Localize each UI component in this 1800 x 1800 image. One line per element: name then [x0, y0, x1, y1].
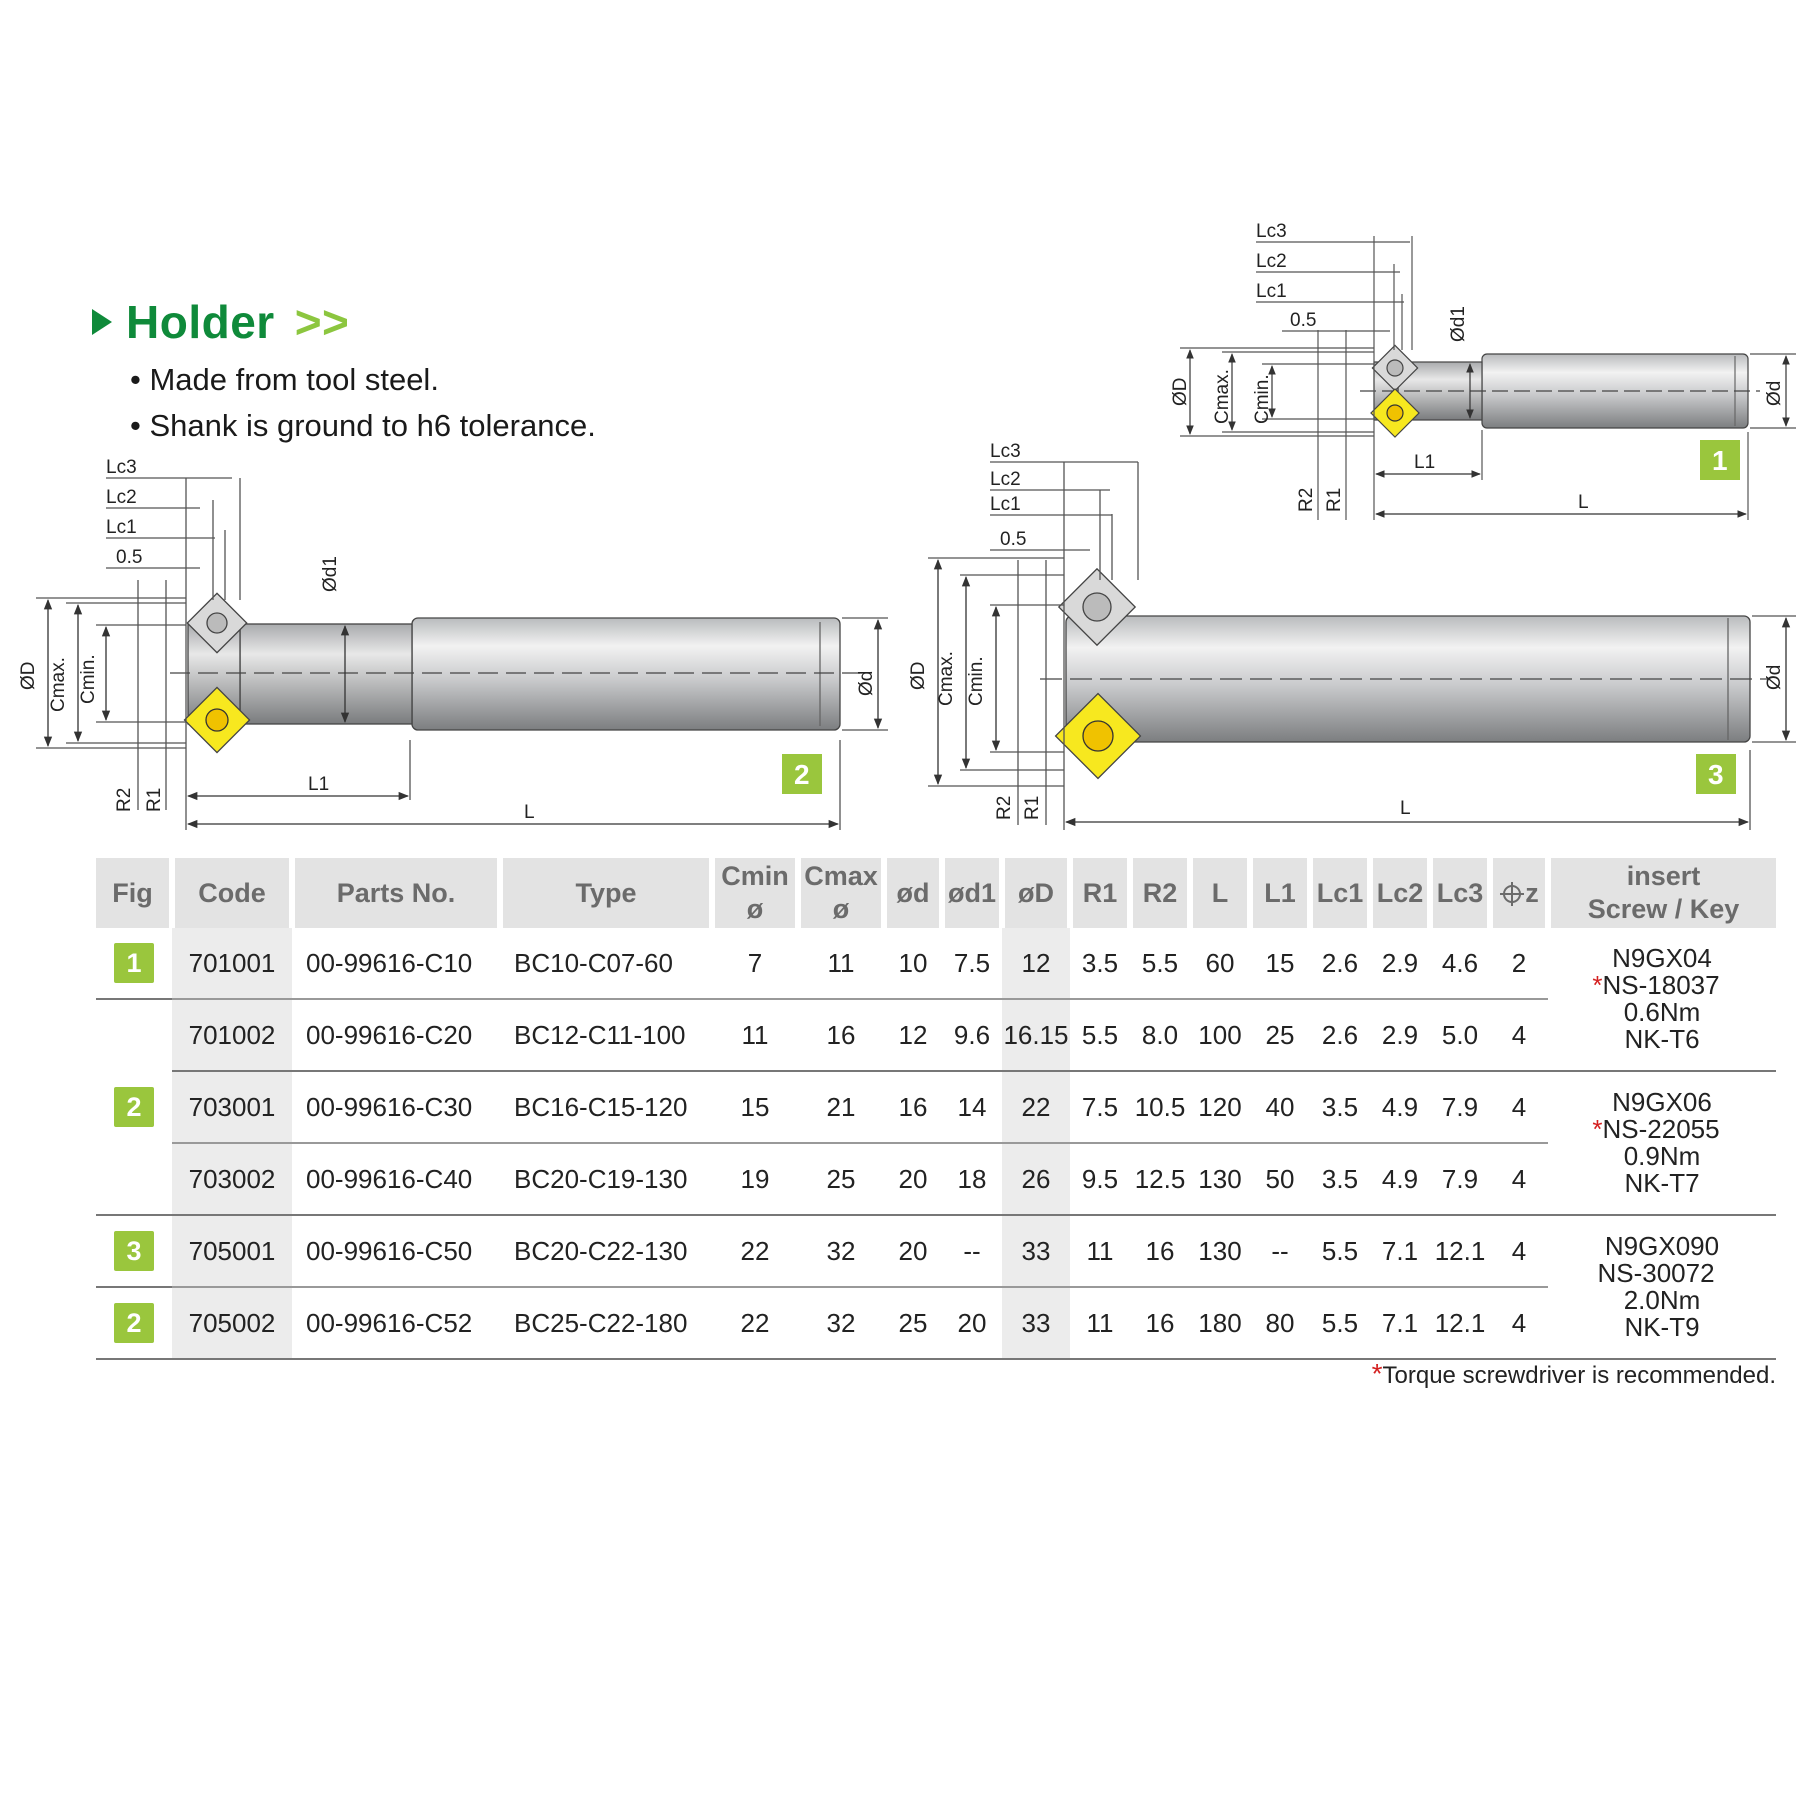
cell-code: 701002	[172, 999, 292, 1071]
fig-badge: 3	[114, 1231, 154, 1271]
table-row	[96, 1287, 1776, 1359]
label-l: L	[524, 802, 535, 823]
cell-l1: --	[1250, 1215, 1310, 1287]
cell-lc1: 3.5	[1310, 1071, 1370, 1143]
cell-r2: 16	[1130, 1287, 1190, 1359]
cell-cmin: 22	[712, 1287, 798, 1359]
col-oD: øD	[1002, 858, 1070, 928]
cell-r1: 7.5	[1070, 1071, 1130, 1143]
cell-od1: 14	[942, 1071, 1002, 1143]
cell-type: BC20-C19-130	[500, 1143, 712, 1215]
cell-od: 16	[884, 1071, 942, 1143]
cell-insert-group	[1548, 1215, 1776, 1359]
insert-code: N9GX090	[1604, 1231, 1720, 1261]
torque-value: 0.6Nm	[1623, 997, 1701, 1027]
label-od1: Ød1	[1448, 306, 1469, 342]
cell-code: 705001	[172, 1215, 292, 1287]
cell-oD: 33	[1002, 1215, 1070, 1287]
label-cmax: Cmax.	[936, 651, 957, 706]
cell-r1: 11	[1070, 1215, 1130, 1287]
label-od: Ød	[1764, 380, 1785, 406]
label-cmin: Cmin.	[78, 654, 99, 704]
label-r1: R1	[144, 787, 165, 812]
label-l1: L1	[308, 774, 330, 795]
cell-od: 20	[884, 1143, 942, 1215]
screw-line	[1536, 1116, 1776, 1143]
cell-code: 703002	[172, 1143, 292, 1215]
screw-code: NS-22055	[1602, 1114, 1720, 1144]
col-cmax: Cmax ø	[798, 858, 884, 928]
fig-badge: 2	[114, 1303, 154, 1343]
label-cmin: Cmin.	[966, 656, 987, 706]
cell-lc2: 7.1	[1370, 1215, 1430, 1287]
cell-lc2: 2.9	[1370, 928, 1430, 999]
cell-lc2: 4.9	[1370, 1143, 1430, 1215]
col-z: z	[1490, 858, 1548, 928]
fig2-badge-label: 2	[794, 759, 810, 790]
label-cmin: Cmin.	[1252, 374, 1273, 424]
col-l1: L1	[1250, 858, 1310, 928]
cell-cmax: 32	[798, 1215, 884, 1287]
cell-lc3: 5.0	[1430, 999, 1490, 1071]
cell-r2: 12.5	[1130, 1143, 1190, 1215]
label-lc1: Lc1	[106, 517, 137, 538]
cell-lc2: 4.9	[1370, 1071, 1430, 1143]
torque-value: 0.9Nm	[1623, 1141, 1701, 1171]
cell-r2: 5.5	[1130, 928, 1190, 999]
cell-oD: 33	[1002, 1287, 1070, 1359]
label-r2: R2	[114, 787, 135, 812]
table-row	[96, 1143, 1776, 1215]
cell-code: 703001	[172, 1071, 292, 1143]
col-type: Type	[500, 858, 712, 928]
fig1-badge-label: 1	[1712, 445, 1728, 476]
label-half: 0.5	[116, 547, 143, 568]
screw-code: NS-30072	[1597, 1258, 1715, 1288]
feature-item: • Shank is ground to h6 tolerance.	[130, 403, 596, 449]
cell-lc1: 2.6	[1310, 928, 1370, 999]
label-lc2: Lc2	[1256, 251, 1287, 272]
technical-drawings	[0, 0, 1800, 850]
cell-lc1: 2.6	[1310, 999, 1370, 1071]
cell-oD: 26	[1002, 1143, 1070, 1215]
screw-line	[1536, 972, 1776, 999]
cell-z: 4	[1490, 1215, 1548, 1287]
cell-od1: 20	[942, 1287, 1002, 1359]
fig-badge: 2	[114, 1087, 154, 1127]
label-od: Ød	[1764, 664, 1785, 690]
torque-star: *	[1592, 970, 1603, 1000]
cell-l: 130	[1190, 1143, 1250, 1215]
cell-od1: 7.5	[942, 928, 1002, 999]
cell-lc3: 7.9	[1430, 1143, 1490, 1215]
cell-cmax: 25	[798, 1143, 884, 1215]
label-cmax: Cmax.	[1212, 369, 1233, 424]
cell-od1: 18	[942, 1143, 1002, 1215]
col-r1: R1	[1070, 858, 1130, 928]
label-od: Ød	[856, 670, 877, 696]
cell-lc1: 5.5	[1310, 1287, 1370, 1359]
cell-l: 60	[1190, 928, 1250, 999]
cell-od: 10	[884, 928, 942, 999]
cell-lc3: 7.9	[1430, 1071, 1490, 1143]
table-row	[96, 928, 1776, 999]
col-lc1: Lc1	[1310, 858, 1370, 928]
cell-lc3: 12.1	[1430, 1215, 1490, 1287]
label-lc1: Lc1	[1256, 281, 1287, 302]
cell-oD: 12	[1002, 928, 1070, 999]
cell-cmin: 22	[712, 1215, 798, 1287]
cell-cmax: 32	[798, 1287, 884, 1359]
table-row	[96, 999, 1776, 1071]
cell-l: 120	[1190, 1071, 1250, 1143]
drawing-fig3	[928, 462, 1796, 830]
label-l1: L1	[1414, 452, 1436, 473]
cell-lc1: 5.5	[1310, 1215, 1370, 1287]
cell-l1: 40	[1250, 1071, 1310, 1143]
cell-lc2: 7.1	[1370, 1287, 1430, 1359]
footnote: *Torque screwdriver is recommended.	[1371, 1358, 1776, 1389]
cell-z: 4	[1490, 999, 1548, 1071]
fig-badge: 1	[114, 943, 154, 983]
table-header-row	[96, 858, 1776, 928]
cell-parts: 00-99616-C20	[292, 999, 500, 1071]
cell-l: 180	[1190, 1287, 1250, 1359]
label-half: 0.5	[1290, 310, 1317, 331]
cell-cmin: 7	[712, 928, 798, 999]
title-text: Holder	[126, 296, 275, 348]
cell-parts: 00-99616-C40	[292, 1143, 500, 1215]
cell-cmin: 11	[712, 999, 798, 1071]
torque-star: *	[1592, 1114, 1603, 1144]
cell-type: BC12-C11-100	[500, 999, 712, 1071]
cell-od: 20	[884, 1215, 942, 1287]
cell-insert-group	[1548, 1071, 1776, 1215]
cell-oD: 16.15	[1002, 999, 1070, 1071]
col-od1: ød1	[942, 858, 1002, 928]
label-lc3: Lc3	[1256, 221, 1287, 242]
cell-r1: 11	[1070, 1287, 1130, 1359]
cell-fig	[96, 1215, 172, 1287]
cell-type: BC16-C15-120	[500, 1071, 712, 1143]
cell-type: BC10-C07-60	[500, 928, 712, 999]
key-code: NK-T6	[1624, 1024, 1700, 1054]
cell-lc3: 12.1	[1430, 1287, 1490, 1359]
cell-z: 4	[1490, 1071, 1548, 1143]
cell-oD: 22	[1002, 1071, 1070, 1143]
cell-r1: 9.5	[1070, 1143, 1130, 1215]
cell-l: 130	[1190, 1215, 1250, 1287]
label-l: L	[1400, 798, 1411, 819]
cell-z: 4	[1490, 1143, 1548, 1215]
label-r1: R1	[1324, 487, 1345, 512]
cell-z: 4	[1490, 1287, 1548, 1359]
cell-r1: 5.5	[1070, 999, 1130, 1071]
fig3-badge-label: 3	[1708, 759, 1724, 790]
cell-r2: 8.0	[1130, 999, 1190, 1071]
cell-z: 2	[1490, 928, 1548, 999]
screw-line	[1536, 1260, 1776, 1287]
col-od: ød	[884, 858, 942, 928]
table-row	[96, 1215, 1776, 1287]
key-code: NK-T7	[1624, 1168, 1700, 1198]
cell-l: 100	[1190, 999, 1250, 1071]
col-code: Code	[172, 858, 292, 928]
cell-od1: 9.6	[942, 999, 1002, 1071]
cell-fig	[96, 1287, 172, 1359]
col-lc2: Lc2	[1370, 858, 1430, 928]
screw-code: NS-18037	[1602, 970, 1720, 1000]
cell-fig	[96, 928, 172, 999]
label-lc3: Lc3	[990, 441, 1021, 462]
drawing-fig2	[36, 478, 888, 830]
flute-count-icon	[1499, 881, 1525, 907]
cell-r2: 10.5	[1130, 1071, 1190, 1143]
cell-type: BC20-C22-130	[500, 1215, 712, 1287]
feature-item: • Made from tool steel.	[130, 357, 596, 403]
cell-cmin: 15	[712, 1071, 798, 1143]
table-row	[96, 1071, 1776, 1143]
cell-parts: 00-99616-C50	[292, 1215, 500, 1287]
label-lc3: Lc3	[106, 457, 137, 478]
cell-od: 25	[884, 1287, 942, 1359]
cell-parts: 00-99616-C30	[292, 1071, 500, 1143]
label-lc2: Lc2	[106, 487, 137, 508]
torque-value: 2.0Nm	[1623, 1285, 1701, 1315]
cell-lc3: 4.6	[1430, 928, 1490, 999]
cell-insert-group	[1548, 928, 1776, 1071]
col-lc3: Lc3	[1430, 858, 1490, 928]
cell-cmax: 11	[798, 928, 884, 999]
label-od1: Ød1	[320, 556, 341, 592]
col-fig: Fig	[96, 858, 172, 928]
col-insert: insert Screw / Key	[1548, 858, 1776, 928]
cell-cmax: 16	[798, 999, 884, 1071]
cell-od: 12	[884, 999, 942, 1071]
label-lc2: Lc2	[990, 469, 1021, 490]
label-oD: ØD	[908, 661, 929, 690]
insert-code: N9GX04	[1612, 943, 1712, 973]
cell-fig	[96, 999, 172, 1215]
label-lc1: Lc1	[990, 494, 1021, 515]
cell-l1: 50	[1250, 1143, 1310, 1215]
col-l: L	[1190, 858, 1250, 928]
cell-type: BC25-C22-180	[500, 1287, 712, 1359]
title-chevrons: >>	[294, 296, 350, 348]
cell-l1: 15	[1250, 928, 1310, 999]
cell-code: 701001	[172, 928, 292, 999]
label-r2: R2	[1296, 487, 1317, 512]
label-r2: R2	[994, 795, 1015, 820]
label-oD: ØD	[1170, 377, 1191, 406]
key-code: NK-T9	[1624, 1312, 1700, 1342]
cell-cmin: 19	[712, 1143, 798, 1215]
cell-r2: 16	[1130, 1215, 1190, 1287]
col-r2: R2	[1130, 858, 1190, 928]
label-oD: ØD	[18, 661, 39, 690]
label-l: L	[1578, 492, 1589, 513]
cell-cmax: 21	[798, 1071, 884, 1143]
label-r1: R1	[1022, 795, 1043, 820]
col-cmin: Cmin ø	[712, 858, 798, 928]
holder-spec-table	[96, 858, 1776, 1360]
cell-lc2: 2.9	[1370, 999, 1430, 1071]
col-parts: Parts No.	[292, 858, 500, 928]
cell-od1: --	[942, 1215, 1002, 1287]
cell-parts: 00-99616-C52	[292, 1287, 500, 1359]
insert-code: N9GX06	[1612, 1087, 1712, 1117]
cell-parts: 00-99616-C10	[292, 928, 500, 999]
cell-code: 705002	[172, 1287, 292, 1359]
cell-l1: 80	[1250, 1287, 1310, 1359]
label-cmax: Cmax.	[48, 657, 69, 712]
cell-r1: 3.5	[1070, 928, 1130, 999]
cell-lc1: 3.5	[1310, 1143, 1370, 1215]
label-half: 0.5	[1000, 529, 1027, 550]
cell-l1: 25	[1250, 999, 1310, 1071]
